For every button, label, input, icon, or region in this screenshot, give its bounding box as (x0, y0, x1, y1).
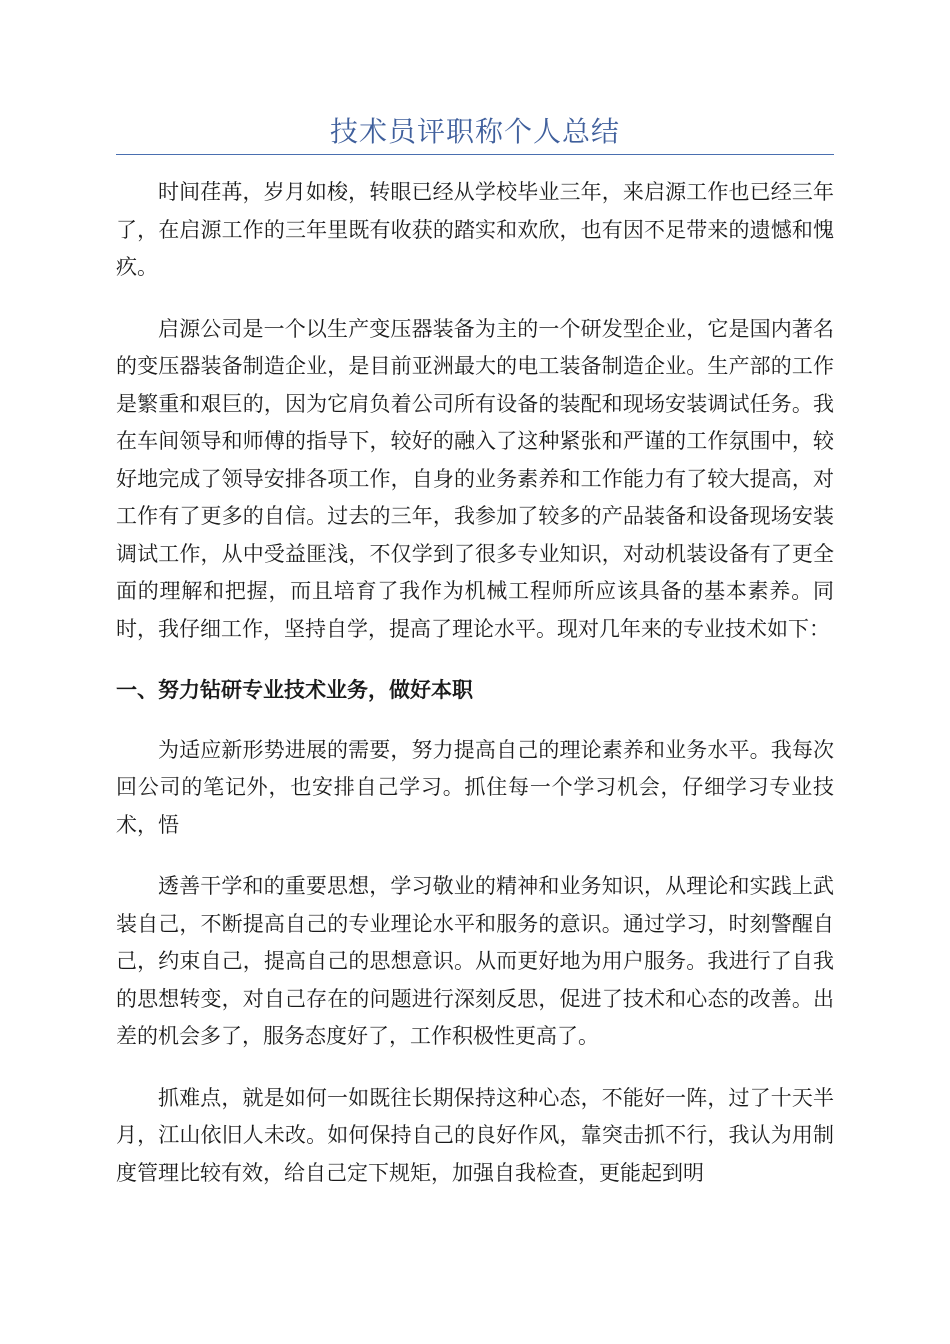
title-underline (116, 154, 834, 155)
theory-paragraph: 透善干学和的重要思想，学习敬业的精神和业务知识，从理论和实践上武装自己，不断提高自己的专业理论水平和服务的意识。通过学习，时刻警醒自己，约束自己，提高自己的思想意识。从而更好地为用户服务。我进行了自我的思想转变，对自己存在的问题进行深刻反思，促进了技术和心态的改善。出差的机会多了，服务态度好了，工作积极性更高了。 (116, 874, 834, 1048)
study-paragraph: 为适应新形势进展的需要，努力提高自己的理论素养和业务水平。我每次回公司的笔记外，也安排自己学习。抓住每一个学习机会，仔细学习专业技术，悟 (116, 737, 834, 837)
document-title: 技术员评职称个人总结 (329, 115, 620, 148)
difficulty-paragraph: 抓难点，就是如何一如既往长期保持这种心态，不能好一阵，过了十天半月，江山依旧人未改。如何保持自己的良好作风，靠突击抓不行，我认为用制度管理比较有效，给自己定下规矩，加强自我检查，更能起到明 (116, 1085, 834, 1185)
section-heading: 一、努力钻研专业技术业务，做好本职 (116, 678, 473, 702)
company-paragraph: 启源公司是一个以生产变压器装备为主的一个研发型企业，它是国内著名的变压器装备制造企业，是目前亚洲最大的电工装备制造企业。生产部的工作是繁重和艰巨的，因为它肩负着公司所有设备的装配和现场安装调试任务。我在车间领导和师傅的指导下，较好的融入了这种紧张和严谨的工作氛围中，较好地完成了领导安排各项工作，自身的业务素养和工作能力有了较大提高，对工作有了更多的自信。过去的三年，我参加了较多的产品装备和设备现场安装调试工作，从中受益匪浅，不仅学到了很多专业知识，对动机装设备有了更全面的理解和把握，而且培育了我作为机械工程师所应该具备的基本素养。同时，我仔细工作，坚持自学，提高了理论水平。现对几年来的专业技术如下： (116, 316, 834, 641)
intro-paragraph: 时间荏苒，岁月如梭，转眼已经从学校毕业三年，来启源工作也已经三年了，在启源工作的三年里既有收获的踏实和欢欣，也有因不足带来的遗憾和愧疚。 (116, 180, 834, 279)
document-body (116, 174, 834, 1216)
